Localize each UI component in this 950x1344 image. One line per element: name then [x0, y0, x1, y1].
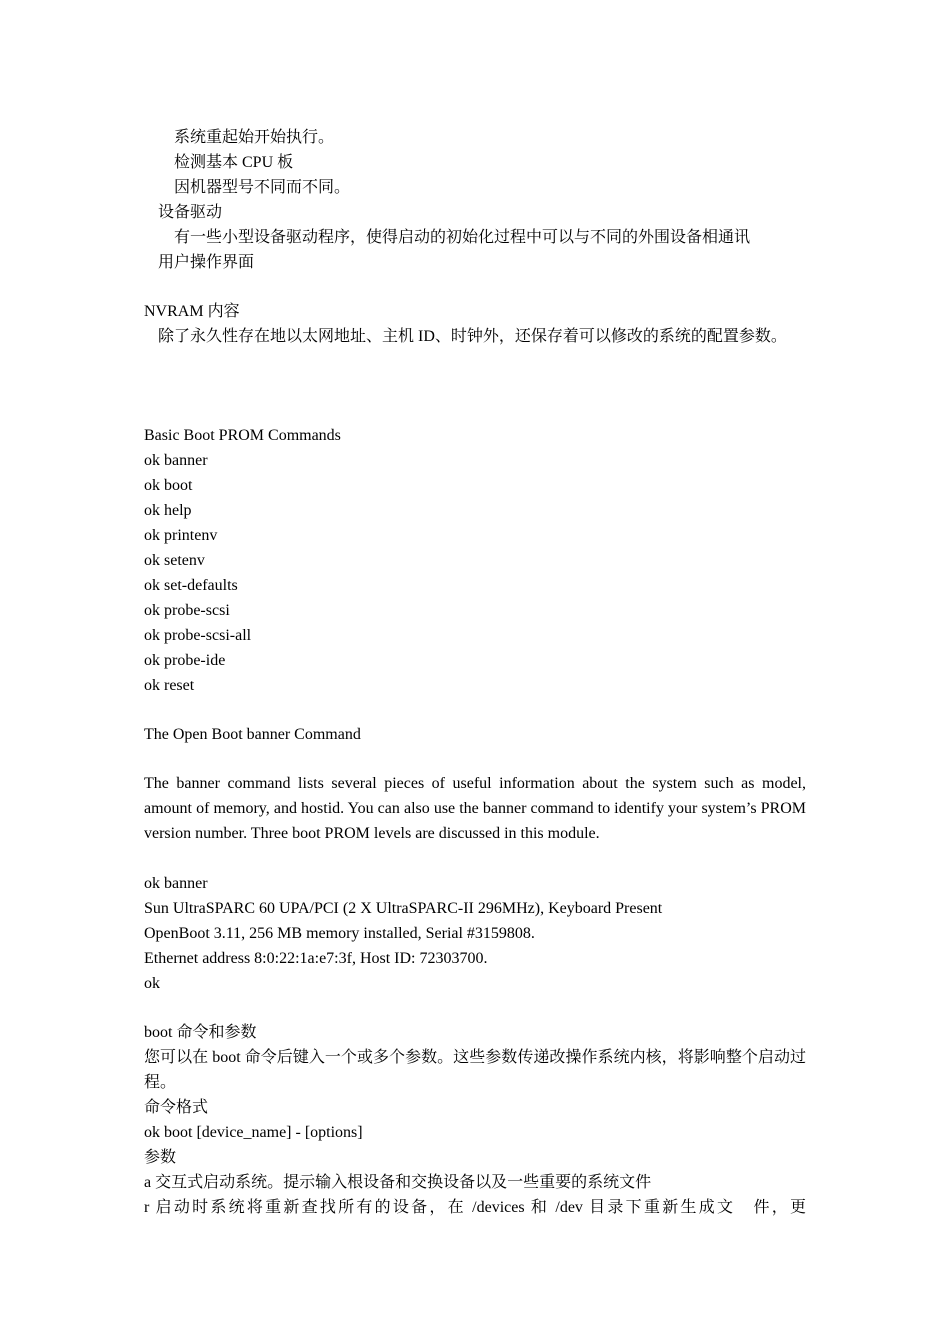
- banner-output-line: Ethernet address 8:0:22:1a:e7:3f, Host ID: 72303700.: [144, 950, 488, 967]
- boot-paragraph: 您可以在 boot 命令后键入一个或多个参数。这些参数传递改操作系统内核，将影响整个启动过程。: [144, 1049, 806, 1091]
- command-item: ok setenv: [144, 552, 205, 569]
- nvram-text: 除了永久性存在地以太网地址、主机 ID、时钟外，还保存着可以修改的系统的配置参数。: [158, 328, 787, 345]
- format-syntax: ok boot [device_name] - [options]: [144, 1124, 363, 1141]
- command-item: ok help: [144, 502, 192, 519]
- intro-line-2: 检测基本 CPU 板: [174, 154, 294, 171]
- command-item: ok reset: [144, 677, 195, 694]
- command-item: ok banner: [144, 452, 208, 469]
- banner-output-line: Sun UltraSPARC 60 UPA/PCI (2 X UltraSPARC-II 296MHz), Keyboard Present: [144, 900, 663, 917]
- device-driver-heading: 设备驱动: [158, 204, 223, 221]
- command-item: ok printenv: [144, 527, 218, 544]
- command-item: ok probe-scsi: [144, 602, 230, 619]
- banner-output-line: OpenBoot 3.11, 256 MB memory installed, Serial #3159808.: [144, 925, 535, 942]
- banner-paragraph: The banner command lists several pieces of useful information about the system such as model, amount of memory, and hostid. You can also use the banner command to identify your system’s PROM version number. Three boot PROM levels are discussed in this module.: [144, 775, 806, 842]
- param-r: r 启动时系统将重新查找所有的设备，在 /devices 和 /dev 目录下重新生成文 件，更: [144, 1199, 806, 1216]
- command-item: ok probe-scsi-all: [144, 627, 252, 644]
- device-driver-text: 有一些小型设备驱动程序，使得启动的初始化过程中可以与不同的外围设备相通讯: [174, 229, 751, 246]
- format-heading: 命令格式: [144, 1099, 209, 1116]
- nvram-heading: NVRAM 内容: [144, 303, 240, 320]
- banner-output-line: ok banner: [144, 875, 208, 892]
- intro-line-3: 因机器型号不同而不同。: [174, 179, 351, 196]
- command-item: ok set-defaults: [144, 577, 238, 594]
- basic-commands-heading: Basic Boot PROM Commands: [144, 427, 341, 444]
- user-interface-heading: 用户操作界面: [158, 254, 255, 271]
- banner-heading: The Open Boot banner Command: [144, 726, 361, 743]
- command-item: ok probe-ide: [144, 652, 226, 669]
- command-item: ok boot: [144, 477, 193, 494]
- banner-output-line: ok: [144, 975, 160, 992]
- boot-heading: boot 命令和参数: [144, 1024, 257, 1041]
- param-a: a 交互式启动系统。提示输入根设备和交换设备以及一些重要的系统文件: [144, 1174, 652, 1191]
- params-heading: 参数: [144, 1149, 177, 1166]
- intro-line-1: 系统重起始开始执行。: [174, 129, 335, 146]
